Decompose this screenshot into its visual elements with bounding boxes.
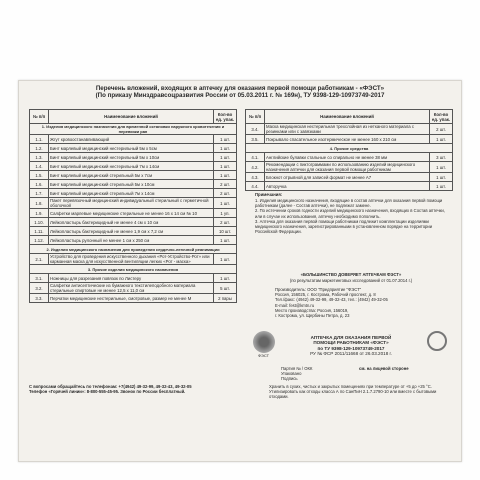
col-name-header: Наименование вложений: [49, 110, 214, 124]
col-name-header: Наименование вложений: [265, 110, 430, 124]
manufacturer-block: [275, 287, 451, 318]
row-name: Бинт марлевый медицинский нестерильный 7м х 14см: [49, 162, 214, 171]
row-number: 1.1.: [30, 135, 49, 144]
row-number: 1.8.: [30, 198, 49, 209]
row-number: 4.2.: [246, 162, 265, 173]
row-quantity: 1 шт.: [430, 173, 453, 182]
table-row: [246, 162, 453, 173]
left-contents-table: [29, 109, 237, 303]
table-row: [246, 173, 453, 182]
notes-text: [255, 198, 451, 234]
table-row: [30, 254, 237, 265]
product-name: [281, 335, 421, 357]
manufacturer: Производитель: ООО "Предприятие "ФЭСТ": [275, 287, 362, 292]
row-quantity: 1 шт.: [214, 236, 237, 245]
table-row: [30, 227, 237, 236]
row-number: 3.5.: [246, 135, 265, 144]
row-name: Лейкопластырь рулонный не менее 1 см х 250 см: [49, 236, 214, 245]
table-row: [246, 124, 453, 135]
doc-title-line2: (По приказу Минздравсоцразвития России от 05.03.2011 г. № 169н), ТУ 9398-129-10973749-2017: [95, 92, 385, 99]
footer-phone-note: С вопросами обращайтесь по телефонам: +7(4942) 49-32-99, 49-32-43, 49-32-05: [29, 384, 192, 389]
section-heading: 2. Изделия медицинского назначения для проведения сердечно-легочной реанимации: [30, 245, 237, 254]
row-name: Лейкопластырь бактерицидный не менее 4 см х 10 см: [49, 218, 214, 227]
row-name: Покрывало спасательное изотермическое не менее 160 х 210 см: [265, 135, 430, 144]
address-line-1: Россия, 156025, г. Кострома, Рабочий проспект, д. 8: [275, 292, 376, 298]
first-aid-kit-insert-sheet: [18, 80, 462, 462]
row-number: 1.12.: [30, 236, 49, 245]
table-row: [30, 153, 237, 162]
row-number: 1.9.: [30, 209, 49, 218]
row-name: Салфетки антисептические из бумажного текстилеподобного материала стерильные спиртовые не менее 12,5 х 11,0 см: [49, 283, 214, 294]
table-row: [30, 180, 237, 189]
notes-heading: Примечания:: [255, 192, 283, 197]
row-quantity: 1 шт.: [214, 135, 237, 144]
table-row: [30, 198, 237, 209]
fest-logo-icon: [253, 331, 275, 353]
row-number: 3.3.: [30, 294, 49, 303]
row-name: Салфетки марлевые медицинские стерильные не менее 16 х 14 см № 10: [49, 209, 214, 218]
table-row: [30, 236, 237, 245]
section-heading: 1. Изделия медицинского назначения для временной остановки наружного кровотечения и перевязки ран: [30, 124, 237, 135]
row-number: 1.2.: [30, 144, 49, 153]
row-quantity: 10 шт.: [214, 227, 237, 236]
row-quantity: 1 шт.: [430, 135, 453, 144]
row-name: Пакет перевязочный медицинский индивидуальный стерильный с герметичной оболочкой: [49, 198, 214, 209]
row-name: Бинт марлевый медицинский стерильный 7м х 14см: [49, 189, 214, 198]
section-heading: 3. Прочие изделия медицинского назначения: [30, 265, 237, 274]
row-name: Жгут кровоостанавливающий: [49, 135, 214, 144]
table-row: [30, 218, 237, 227]
row-name: Рекомендации с пиктограммами по использованию изделий медицинского назначения аптечки для оказания первой помощи работникам: [265, 162, 430, 173]
col-num-header: № п/п: [30, 110, 49, 124]
signature-field: Подпись: [281, 376, 298, 382]
row-number: 1.4.: [30, 162, 49, 171]
row-number: 4.3.: [246, 173, 265, 182]
email-line: E-mail: fest@kmtn.ru: [275, 302, 315, 308]
table-row: [30, 171, 237, 180]
row-quantity: 5 шт.: [214, 283, 237, 294]
row-name: Бинт марлевый медицинский нестерильный 5м х 10см: [49, 153, 214, 162]
table-row: [246, 135, 453, 144]
product-line-4: РУ № ФСР 2011/11668 от 26.03.2018 г.: [310, 351, 392, 357]
row-quantity: 1 шт.: [214, 198, 237, 209]
table-row: [30, 283, 237, 294]
col-qty-header: Кол-во ед. упак.: [430, 110, 453, 124]
note-1: 1. Изделия медицинского назначения, входящие в состав аптечки для оказания первой помощи работникам (далее - Состав аптечки), не подлежат замене.: [255, 198, 443, 209]
row-name: Перчатки медицинские нестерильные, смотровые, размер не менее М: [49, 294, 214, 303]
row-name: Маска медицинская нестерильная трехслойная из нетканого материала с резинками или с завязками: [265, 124, 430, 135]
address-line-3: г. Кострома, ул. Щербины Петра, д. 23: [275, 313, 350, 319]
row-number: 1.5.: [30, 171, 49, 180]
col-num-header: № п/п: [246, 110, 265, 124]
phone-line: Тел./факс: (4942) 49-32-99, 49-32-43, тел.: (4942) 49-32-05: [275, 297, 388, 303]
product-line-1: АПТЕЧКА ДЛЯ ОКАЗАНИЯ ПЕРВОЙ: [310, 335, 392, 340]
row-number: 1.6.: [30, 180, 49, 189]
row-number: 4.1.: [246, 153, 265, 162]
row-name: Бинт марлевый медицинский стерильный 5м х 7см: [49, 171, 214, 180]
row-number: 3.2.: [30, 283, 49, 294]
row-name: Ножницы для разрезания повязок по Листеру: [49, 274, 214, 283]
table-row: [30, 189, 237, 198]
row-name: Лейкопластырь бактерицидный не менее 1,9 см х 7,2 см: [49, 227, 214, 236]
packed-field: Упаковано: [281, 371, 302, 377]
row-quantity: 1 шт.: [430, 162, 453, 173]
table-row: [30, 135, 237, 144]
product-line-2: ПОМОЩИ РАБОТНИКАМ «ФЭСТ»: [313, 340, 389, 346]
row-quantity: 1 шт.: [430, 182, 453, 191]
fest-logo-caption: ФЭСТ: [258, 353, 270, 358]
row-quantity: 1 шт.: [214, 274, 237, 283]
row-quantity: 1 уп.: [214, 209, 237, 218]
doc-title-line1: Перечень вложений, входящих в аптечку для оказания первой помощи работникам - «ФЭСТ»: [95, 85, 385, 92]
row-name: Английские булавки стальные со спирально не менее 38 мм: [265, 153, 430, 162]
row-quantity: 1 шт.: [214, 144, 237, 153]
row-quantity: 2 шт.: [214, 189, 237, 198]
row-name: Бинт марлевый медицинский нестерильный 5м х 5см: [49, 144, 214, 153]
row-name: Устройство для проведения искусственного дыхания «Рот-Устройство-Рот» или карманная маска для искусственной вентиляции легких «Рот - маска»: [49, 254, 214, 265]
row-quantity: 2 шт.: [214, 218, 237, 227]
row-quantity: 1 шт.: [214, 153, 237, 162]
row-number: 4.4.: [246, 182, 265, 191]
batch-field: Партия № / ОКК: [281, 366, 313, 371]
row-name: Блокнот отрывной для записей формат не менее А7: [265, 173, 430, 182]
see-front-note: см. на лицевой стороне: [359, 366, 409, 371]
slogan: «БОЛЬШИНСТВО ДОВЕРЯЕТ АПТЕЧКАМ ФЭСТ»: [300, 272, 402, 277]
slogan-note: (по результатам маркетинговых исследований от 01.07.2014 г.): [289, 278, 413, 283]
row-name: Бинт марлевый медицинский стерильный 5м х 10см: [49, 180, 214, 189]
table-row: [246, 182, 453, 191]
certification-mark-icon: [427, 331, 447, 351]
section-row: [30, 265, 237, 274]
row-number: 2.1.: [30, 254, 49, 265]
table-row: [30, 294, 237, 303]
note-2: 2. По истечении сроков годности изделий медицинского назначения, входящих в Состав аптечки, или в случае их использования, аптечку необходимо пополнить.: [255, 208, 445, 219]
table-row: [30, 274, 237, 283]
row-number: 3.1.: [30, 274, 49, 283]
table-row: [30, 144, 237, 153]
row-quantity: 2 пары: [214, 294, 237, 303]
table-row: [246, 153, 453, 162]
row-number: 1.7.: [30, 189, 49, 198]
row-number: 1.11.: [30, 227, 49, 236]
row-quantity: 1 шт.: [214, 171, 237, 180]
section-row: [246, 144, 453, 153]
row-quantity: 1 шт.: [214, 162, 237, 171]
row-name: Авторучка: [265, 182, 430, 191]
storage-note: Хранить в сухих, чистых и закрытых помещениях при температуре от +5 до +25 °С. Утилизировать как отходы класса А по СанПиН 2.1.7.2790-10 или вместе с бытовыми отходами.: [269, 384, 437, 400]
table-row: [30, 209, 237, 218]
row-quantity: 2 шт.: [214, 180, 237, 189]
row-quantity: 3 шт.: [430, 153, 453, 162]
col-qty-header: Кол-во ед. упак.: [214, 110, 237, 124]
row-number: 1.3.: [30, 153, 49, 162]
product-line-3: по ТУ 9398-129-10973749-2017: [317, 345, 385, 351]
row-number: 3.4.: [246, 124, 265, 135]
row-quantity: 2 шт.: [430, 124, 453, 135]
footer-hotline-note: Телефон «Горячей линии»: 8-800-555-45-95. Звонок по России бесплатный.: [29, 389, 186, 394]
section-heading: 4. Прочие средства: [246, 144, 453, 153]
row-quantity: 1 шт.: [214, 254, 237, 265]
row-number: 1.10.: [30, 218, 49, 227]
note-3: 3. Аптечка для оказания первой помощи работникам подлежит комплектации изделиями медицинского назначения, зарегистрированными в установленном порядке на территории Российской Федерации.: [255, 218, 433, 235]
table-row: [30, 162, 237, 171]
section-row: [30, 245, 237, 254]
section-row: [30, 124, 237, 135]
address-line-2: Место производства: Россия, 156019,: [275, 307, 349, 313]
right-contents-table: [245, 109, 453, 191]
